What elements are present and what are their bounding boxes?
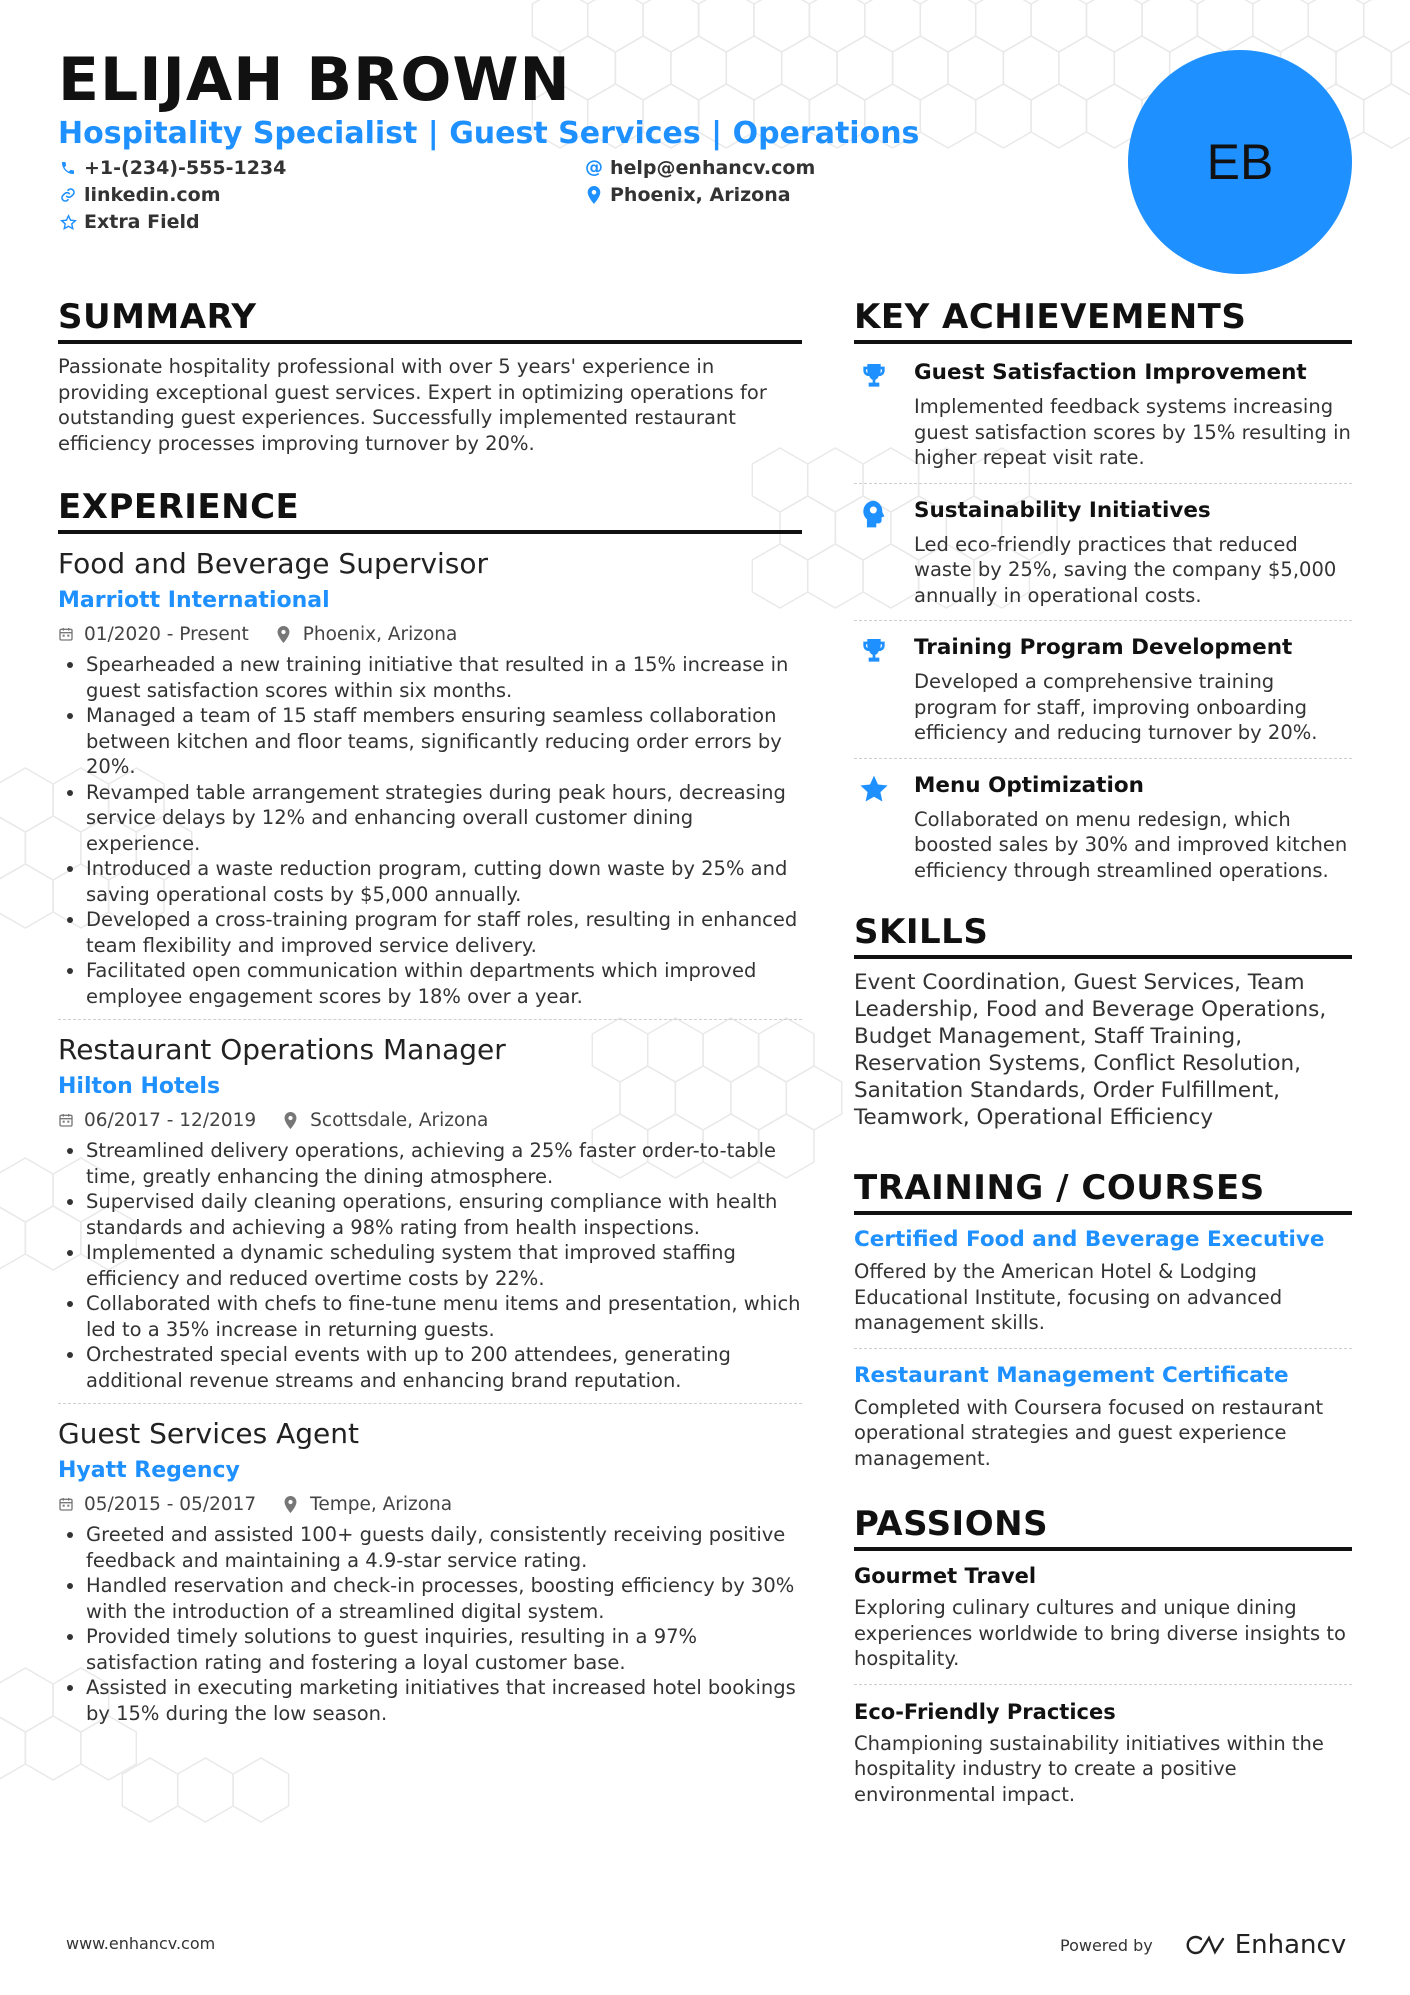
experience-section bbox=[58, 484, 802, 1726]
head-idea-icon bbox=[854, 496, 894, 609]
bullet-item: • Supervised daily cleaning operations, ensuring compliance with health standards and achieving a 98% rating from health inspections. bbox=[86, 1189, 802, 1240]
section-title-summary: SUMMARY bbox=[58, 294, 802, 344]
bullet-item: • Facilitated open communication within departments which improved employee engagement scores by 18% over a year. bbox=[86, 958, 802, 1009]
summary-text: Passionate hospitality professional with over 5 years' experience in providing exceptional guest services. Expert in optimizing operations for outstanding guest experiences. Successfully implemented restaurant efficiency processes improving turnover by 20%. bbox=[58, 355, 767, 455]
map-pin-icon bbox=[284, 1112, 302, 1130]
company-name: Marriott International bbox=[58, 588, 330, 613]
phone-icon bbox=[58, 158, 78, 178]
email-text: help@enhancv.com bbox=[610, 157, 816, 179]
achievement-item bbox=[854, 620, 1352, 746]
course-item bbox=[854, 1225, 1352, 1336]
course-item bbox=[854, 1348, 1352, 1472]
passion-item bbox=[854, 1684, 1352, 1808]
course-title: Restaurant Management Certificate bbox=[854, 1362, 1289, 1388]
job-location: Tempe, Arizona bbox=[310, 1494, 453, 1515]
company-name: Hyatt Regency bbox=[58, 1458, 240, 1483]
section-title-achievements: KEY ACHIEVEMENTS bbox=[854, 294, 1352, 344]
linkedin-text: linkedin.com bbox=[84, 184, 221, 206]
left-column bbox=[58, 294, 802, 1726]
achievement-title: Sustainability Initiatives bbox=[914, 497, 1211, 523]
skills-section bbox=[854, 909, 1352, 1131]
bullet-item: • Developed a cross-training program for staff roles, resulting in enhanced team flexibility and improved service delivery. bbox=[86, 907, 802, 958]
calendar-icon bbox=[58, 626, 76, 644]
star-outline-icon bbox=[58, 212, 78, 232]
achievement-title: Menu Optimization bbox=[914, 772, 1144, 798]
star-icon bbox=[854, 771, 894, 884]
course-desc: Offered by the American Hotel & Lodging Educational Institute, focusing on advanced management skills. bbox=[854, 1260, 1283, 1334]
passion-desc: Exploring culinary cultures and unique dining experiences worldwide to bring diverse insights to hospitality. bbox=[854, 1596, 1346, 1670]
achievement-desc: Developed a comprehensive training program for staff, improving onboarding efficiency and reducing turnover by 20%. bbox=[914, 670, 1318, 744]
job-bullets bbox=[58, 1138, 802, 1393]
bullet-item: • Streamlined delivery operations, achieving a 25% faster order-to-table time, greatly enhancing the dining atmosphere. bbox=[86, 1138, 802, 1189]
footer-website[interactable]: www.enhancv.com bbox=[66, 1934, 216, 1953]
contact-extra bbox=[58, 209, 200, 235]
job-bullets bbox=[58, 1522, 802, 1726]
candidate-name: ELIJAH BROWN bbox=[58, 45, 571, 115]
achievement-desc: Collaborated on menu redesign, which boosted sales by 30% and improved kitchen efficiency through streamlined operations. bbox=[914, 807, 1348, 882]
tagline-separator: | bbox=[700, 116, 733, 151]
course-title: Certified Food and Beverage Executive bbox=[854, 1227, 1325, 1252]
link-icon bbox=[58, 185, 78, 205]
powered-by-label: Powered by bbox=[1060, 1935, 1153, 1955]
course-desc: Completed with Coursera focused on restaurant operational strategies and guest experience management. bbox=[854, 1395, 1324, 1470]
location-text: Phoenix, Arizona bbox=[610, 184, 791, 206]
trophy-icon bbox=[854, 358, 894, 471]
job-bullets bbox=[58, 652, 802, 1009]
contact-location bbox=[584, 182, 791, 208]
job-location: Phoenix, Arizona bbox=[302, 624, 458, 645]
bullet-item: • Assisted in executing marketing initiatives that increased hotel bookings by 15% during the low season. bbox=[86, 1675, 802, 1726]
enhancv-logo[interactable] bbox=[1181, 1930, 1346, 1960]
map-pin-icon bbox=[277, 626, 295, 644]
section-title-passions: PASSIONS bbox=[854, 1501, 1352, 1551]
section-title-experience: EXPERIENCE bbox=[58, 484, 802, 534]
passion-title: Gourmet Travel bbox=[854, 1564, 1037, 1588]
job-dates: 05/2015 - 05/2017 bbox=[84, 1494, 257, 1515]
bullet-item: • Introduced a waste reduction program, cutting down waste by 25% and saving operational costs by $5,000 annually. bbox=[86, 856, 802, 907]
job-title: Guest Services Agent bbox=[58, 1417, 359, 1450]
achievement-item bbox=[854, 758, 1352, 884]
skills-list: Event Coordination, Guest Services, Team Leadership, Food and Beverage Operations, Budget Management, Staff Training, Reservation Systems, Conflict Resolution, Sanitation Standards, Order Fulfillment, Teamwork, Operational Efficiency bbox=[854, 970, 1327, 1130]
at-icon: @ bbox=[585, 157, 603, 178]
bullet-item: • Spearheaded a new training initiative that resulted in a 15% increase in guest satisfaction scores within six months. bbox=[86, 652, 802, 703]
job-dates: 06/2017 - 12/2019 bbox=[84, 1110, 257, 1131]
passion-title: Eco-Friendly Practices bbox=[854, 1699, 1116, 1724]
contact-phone[interactable] bbox=[58, 155, 286, 181]
right-column bbox=[854, 294, 1352, 1807]
experience-entry bbox=[58, 546, 802, 1009]
company-name: Hilton Hotels bbox=[58, 1074, 221, 1099]
tagline-part: Hospitality Specialist bbox=[58, 116, 418, 151]
extra-field-text: Extra Field bbox=[84, 211, 200, 233]
bullet-item: • Revamped table arrangement strategies during peak hours, decreasing service delays by 12% and enhancing overall customer dining experience. bbox=[86, 780, 802, 857]
passion-desc: Championing sustainability initiatives within the hospitality industry to create a positive environmental impact. bbox=[854, 1731, 1324, 1806]
experience-entry bbox=[58, 1403, 802, 1726]
achievement-item bbox=[854, 483, 1352, 609]
bullet-item: • Implemented a dynamic scheduling system that improved staffing efficiency and reduced overtime costs by 22%. bbox=[86, 1240, 802, 1291]
powered-by bbox=[1060, 1930, 1346, 1960]
achievement-title: Guest Satisfaction Improvement bbox=[914, 360, 1307, 385]
tagline-part: Operations bbox=[732, 116, 920, 151]
contact-email[interactable] bbox=[584, 155, 815, 181]
job-title: Food and Beverage Supervisor bbox=[58, 547, 489, 580]
job-dates: 01/2020 - Present bbox=[84, 624, 249, 645]
section-title-training: TRAINING / COURSES bbox=[854, 1165, 1352, 1215]
tagline-separator: | bbox=[417, 116, 450, 151]
bullet-item: • Orchestrated special events with up to 200 attendees, generating additional revenue streams and enhancing brand reputation. bbox=[86, 1342, 802, 1393]
enhancv-logo-icon bbox=[1181, 1933, 1227, 1957]
bullet-item: • Handled reservation and check-in processes, boosting efficiency by 30% with the introduction of a streamlined digital system. bbox=[86, 1573, 802, 1624]
bullet-item: • Collaborated with chefs to fine-tune menu items and presentation, which led to a 35% increase in returning guests. bbox=[86, 1291, 802, 1342]
summary-section bbox=[58, 294, 802, 456]
enhancv-brand-name: Enhancv bbox=[1234, 1930, 1347, 1960]
experience-entry bbox=[58, 1019, 802, 1393]
achievements-section bbox=[854, 294, 1352, 883]
section-title-skills: SKILLS bbox=[854, 909, 1352, 959]
bullet-item: • Managed a team of 15 staff members ensuring seamless collaboration between kitchen and floor teams, significantly reducing order errors by 20%. bbox=[86, 703, 802, 780]
phone-text: +1-(234)-555-1234 bbox=[84, 157, 287, 179]
job-location: Scottsdale, Arizona bbox=[310, 1110, 489, 1131]
map-pin-icon bbox=[584, 185, 604, 205]
achievement-desc: Implemented feedback systems increasing guest satisfaction scores by 15% resulting in higher repeat visit rate. bbox=[914, 395, 1351, 469]
achievement-title: Training Program Development bbox=[914, 635, 1293, 660]
avatar-initials: EB bbox=[1206, 134, 1274, 190]
training-section bbox=[854, 1165, 1352, 1471]
job-meta bbox=[58, 622, 802, 648]
contact-linkedin[interactable] bbox=[58, 182, 221, 208]
bullet-item: • Provided timely solutions to guest inquiries, resulting in a 97% satisfaction rating and fostering a loyal customer base. bbox=[86, 1624, 802, 1675]
avatar bbox=[1128, 50, 1352, 274]
passions-section bbox=[854, 1501, 1352, 1807]
job-meta bbox=[58, 1108, 802, 1134]
achievement-desc: Led eco-friendly practices that reduced waste by 25%, saving the company $5,000 annually in operational costs. bbox=[914, 532, 1337, 607]
calendar-icon bbox=[58, 1112, 76, 1130]
job-meta bbox=[58, 1492, 802, 1518]
job-title: Restaurant Operations Manager bbox=[58, 1033, 506, 1066]
trophy-icon bbox=[854, 633, 894, 746]
tagline-part: Guest Services bbox=[449, 116, 701, 151]
professional-tagline bbox=[58, 114, 919, 154]
calendar-icon bbox=[58, 1496, 76, 1514]
bullet-item: • Greeted and assisted 100+ guests daily, consistently receiving positive feedback and maintaining a 4.9-star service rating. bbox=[86, 1522, 802, 1573]
achievement-item bbox=[854, 358, 1352, 471]
map-pin-icon bbox=[284, 1496, 302, 1514]
passion-item bbox=[854, 1561, 1352, 1672]
